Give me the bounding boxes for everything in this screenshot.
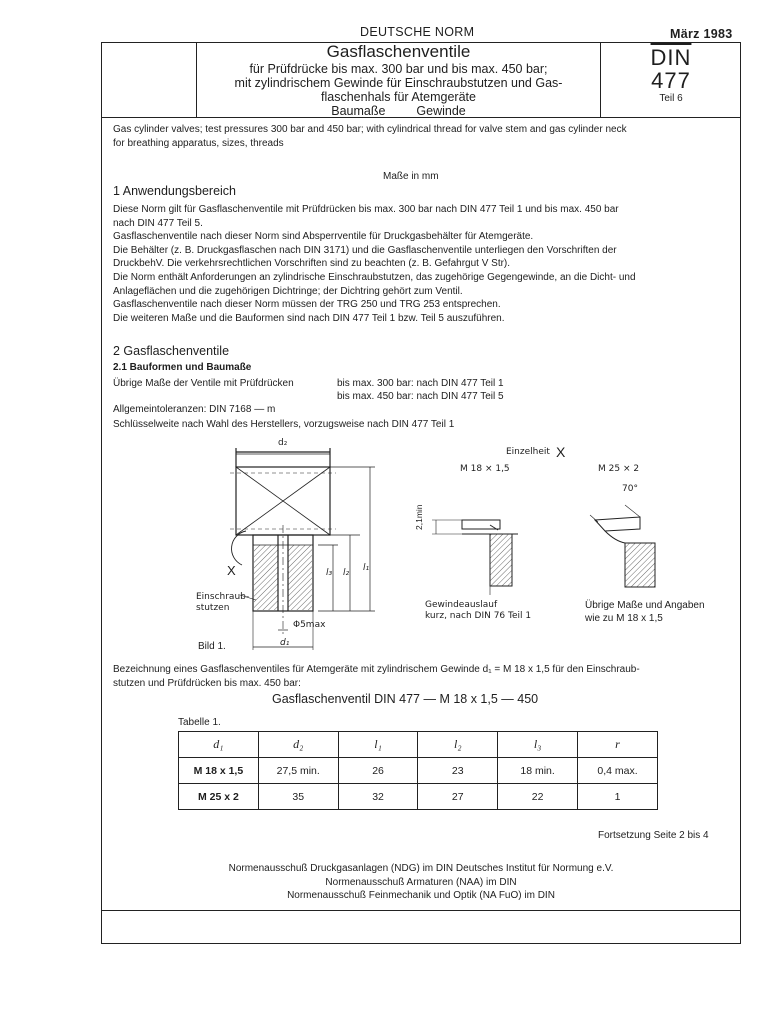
th-r: r (578, 732, 658, 758)
subtitle-line-2: mit zylindrischem Gewinde für Einschraubstutzen und Gas- (234, 76, 563, 90)
valve-stem (253, 525, 313, 635)
cell: 1 (578, 784, 658, 810)
section-2-heading: 2 Gasflaschenventile (113, 344, 230, 358)
s1-line: Die Norm enthält Anforderungen an zylindrische Einschraubstutzen, das zugehörige Gegengewinde, an die Dicht- und (113, 271, 636, 283)
label-l3: l₃ (326, 568, 333, 578)
detail-circle (232, 531, 246, 565)
section-2-line-a-left: Übrige Maße der Ventile mit Prüfdrücken (113, 378, 294, 389)
subtitle-line-1: für Prüfdrücke bis max. 300 bar und bis max. 450 bar; (249, 62, 548, 76)
label-uebrige-2: wie zu M 18 x 1,5 (585, 613, 663, 624)
label-detail-x: X (556, 444, 566, 460)
th-l2: l₂ (418, 732, 498, 758)
label-m25: M 25 × 2 (598, 464, 640, 474)
label-d2: d₂ (278, 438, 288, 448)
label-einzelheit: Einzelheit (506, 447, 550, 457)
designation-formula: Gasflaschenventil DIN 477 — M 18 x 1,5 — 450 (272, 692, 539, 706)
subtitle-line-3: flaschenhals für Atemgeräte (321, 90, 476, 104)
label-l2: l₂ (343, 568, 350, 578)
designation-line-2: stutzen und Prüfdrücken bis max. 450 bar: (113, 677, 301, 689)
table-header-row (179, 732, 658, 758)
section-1-body (113, 203, 733, 325)
document-title: Gasflaschenventile (326, 42, 471, 61)
s1-line: Die weiteren Maße und die Bauformen sind nach DIN 477 Teil 1 bzw. Teil 5 auszuführen. (113, 312, 505, 324)
cell: 0,4 max. (578, 758, 658, 784)
s1-line: DruckbehV. Die verkehrsrechtlichen Vorschriften sind zu beachten (z. B. Gefahrgut V Str). (113, 258, 511, 270)
publication-date: März 1983 (670, 27, 733, 41)
subtitle-line-4 (197, 104, 600, 118)
units-note: Maße in mm (383, 171, 439, 182)
english-title-line-1: Gas cylinder valves; test pressures 300 bar and 450 bar; with cylindrical thread for valve stem and gas cylinder neck (113, 124, 627, 135)
footer-line-1: Normenausschuß Druckgasanlagen (NDG) im DIN Deutsches Institut für Normung e.V. (228, 863, 614, 874)
s1-line: Anlageflächen und die zugehörigen Dichtringe; der Dichtring gehört zum Ventil. (113, 285, 463, 297)
din-number: 477 (651, 68, 691, 93)
section-2-line-d: Schlüsselweite nach Wahl des Herstellers, vorzugsweise nach DIN 477 Teil 1 (113, 419, 455, 430)
th-l3: l₃ (498, 732, 578, 758)
label-uebrige-1: Übrige Maße und Angaben (585, 600, 705, 611)
continuation-note: Fortsetzung Seite 2 bis 4 (598, 830, 709, 841)
section-2-line-c: Allgemeintoleranzen: DIN 7168 — m (113, 404, 276, 415)
s1-line: Gasflaschenventile nach dieser Norm sind Absperrventile für Druckgasbehälter für Atemgeräte. (113, 231, 534, 243)
label-x-mark: X (227, 563, 236, 578)
footer-committees (101, 862, 741, 903)
s1-line: Diese Norm gilt für Gasflaschenventile mit Prüfdrücken bis max. 300 bar nach DIN 477 Teil 1 und bis max. 450 bar (113, 204, 619, 215)
cell: M 25 x 2 (179, 784, 259, 810)
th-l1: l₁ (338, 732, 418, 758)
s1-line: Die Behälter (z. B. Druckgasflaschen nach DIN 3171) und die Gasflaschenventile unterliegen den Vorschriften der (113, 244, 617, 256)
label-gewinde-1: Gewindeauslauf (425, 600, 498, 610)
footer-divider (101, 910, 741, 911)
label-l1: l₁ (363, 563, 370, 573)
cell: 18 min. (498, 758, 578, 784)
din-part: Teil 6 (659, 93, 683, 104)
cell: 22 (498, 784, 578, 810)
title-block (197, 42, 600, 118)
label-gewinde-2: kurz, nach DIN 76 Teil 1 (425, 611, 532, 621)
label-d5max: Φ5max (293, 620, 326, 630)
cell: 27 (418, 784, 498, 810)
norm-label: DEUTSCHE NORM (360, 25, 475, 39)
dimensions-table (178, 731, 658, 810)
section-2-line-b-right: bis max. 450 bar: nach DIN 477 Teil 5 (337, 391, 504, 402)
th-d2: d₂ (258, 732, 338, 758)
cell: 27,5 min. (258, 758, 338, 784)
cell: M 18 x 1,5 (179, 758, 259, 784)
label-bild-1: Bild 1. (198, 641, 226, 652)
designation-line-1: Bezeichnung eines Gasflaschenventiles für Atemgeräte mit zylindrischem Gewinde d₁ = M 18 x 1,5 für den Einschraub- (113, 664, 640, 675)
footer-line-2: Normenausschuß Armaturen (NAA) im DIN (325, 876, 517, 888)
cell: 32 (338, 784, 418, 810)
section-1-heading: 1 Anwendungsbereich (113, 184, 237, 198)
label-m18: M 18 × 1,5 (460, 464, 510, 474)
designation-text (113, 663, 733, 690)
valve-body (230, 448, 336, 535)
label-dim-21: 2,1min (414, 504, 424, 530)
section-2-line-a-right: bis max. 300 bar: nach DIN 477 Teil 1 (337, 378, 504, 389)
label-d1: d₁ (280, 638, 290, 648)
cell: 26 (338, 758, 418, 784)
label-angle: 70° (622, 484, 638, 494)
label-einschraub-2: stutzen (196, 603, 230, 613)
cell: 23 (418, 758, 498, 784)
table-row (179, 758, 658, 784)
s1-line: nach DIN 477 Teil 5. (113, 217, 203, 229)
subtitle-gewinde: Gewinde (416, 104, 466, 118)
english-title (113, 123, 733, 150)
section-2-1-heading: 2.1 Bauformen und Baumaße (113, 362, 252, 373)
footer-line-3: Normenausschuß Feinmechanik und Optik (NA FuO) im DIN (287, 890, 555, 902)
th-d1: d₁ (179, 732, 259, 758)
detail-m18 (432, 520, 518, 595)
table-row (179, 784, 658, 810)
table-caption: Tabelle 1. (178, 717, 221, 728)
detail-m25 (590, 505, 655, 587)
english-title-line-2: for breathing apparatus, sizes, threads (113, 137, 284, 149)
label-einschraub-1: Einschraub- (196, 592, 250, 602)
subtitle-baumasse: Baumaße (331, 104, 386, 118)
dimension-lines (318, 467, 375, 611)
cell: 35 (258, 784, 338, 810)
s1-line: Gasflaschenventile nach dieser Norm müssen der TRG 250 und TRG 253 entsprechen. (113, 299, 501, 311)
din-label: $\overline{DIN}$ (650, 45, 692, 70)
din-block (601, 47, 741, 104)
